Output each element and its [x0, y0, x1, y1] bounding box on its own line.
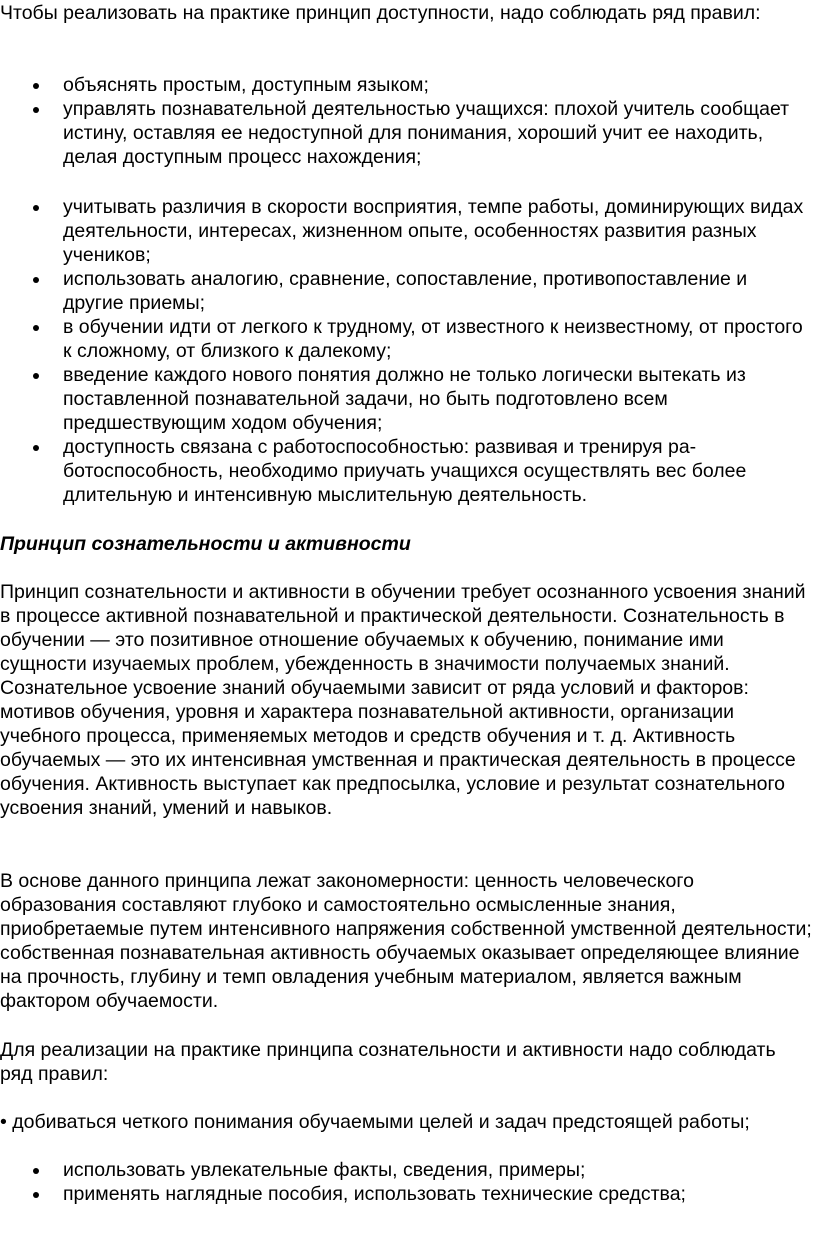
- intro-paragraph: Чтобы реализовать на практике принцип доступности, надо соблюдать ряд правил:: [0, 2, 761, 24]
- paragraph-2: В основе данного принципа лежат закономерности: ценность человеческого образования составляют глубоко и самостоятельно осмысленные знания, приобретаемые путем интенсивного напряжения собственной умственной деятельности; собственная познавательная активность обучаемых оказывает определяющее влияние на прочность, глубину и темп овладения учебным материалом, является важным фактором обучаемости.: [0, 870, 812, 1012]
- bullet-list-2: [0, 195, 812, 507]
- list-item: введение каждого нового понятия должно не только логически вытекать из поставленной познавательной задачи, но быть подготовлено всем предшествующим ходом обучения;: [0, 363, 812, 435]
- paragraph-1: Принцип сознательности и активности в обучении требует осознанного усвоения знаний в процессе активной познавательной и практической деятельности. Сознательность в обучении — это позитивное отношение обучаемых к обучению, понимание ими сущности изучаемых проблем, убежденность в значимости получаемых знаний. Сознательное усвоение знаний обучаемыми зависит от ряда условий и факторов: мотивов обучения, уровня и характера познавательной активности, организации учебного процесса, применяемых методов и средств обучения и т. д. Активность обучаемых — это их интенсивная умственная и практическая деятельность в процессе обучения. Активность выступает как предпосылка, условие и результат сознательного усвоения знаний, умений и навыков.: [0, 581, 806, 819]
- list-item: объяснять простым, доступным языком;: [0, 73, 812, 97]
- list-item: применять наглядные пособия, использовать технические средства;: [0, 1182, 812, 1206]
- list-item: доступность связана с работоспособностью: развивая и тренируя работоспособность, необходимо приучать учащихся осуществлять вес более длительную и интенсивную мыслительную деятельность.: [0, 435, 812, 507]
- list-item: в обучении идти от легкого к трудному, от известного к неизвестному, от простого к сложному, от близкого к далекому;: [0, 315, 812, 363]
- list-item: использовать аналогию, сравнение, сопоставление, противопоставление и другие приемы;: [0, 267, 812, 315]
- paragraph-3: Для реализации на практике принципа сознательности и активности надо соблюдать ряд правил:: [0, 1039, 776, 1085]
- section-heading: Принцип сознательности и активности: [0, 533, 411, 555]
- bullet-list-3: [0, 1158, 812, 1206]
- list-item: управлять познавательной деятельностью учащихся: плохой учитель сообщает истину, оставляя ее недоступной для понимания, хороший учит ее находить, делая доступным процесс нахождения;: [0, 97, 812, 169]
- paragraph-4: • добиваться четкого понимания обучаемыми целей и задач предстоящей работы;: [0, 1111, 750, 1133]
- list-item: использовать увлекательные факты, сведения, примеры;: [0, 1158, 812, 1182]
- list-item: учитывать различия в скорости восприятия, темпе работы, доминирующих видах деятельности, интересах, жизненном опыте, особенностях развития разных учеников;: [0, 195, 812, 267]
- bullet-list-1: [0, 73, 812, 169]
